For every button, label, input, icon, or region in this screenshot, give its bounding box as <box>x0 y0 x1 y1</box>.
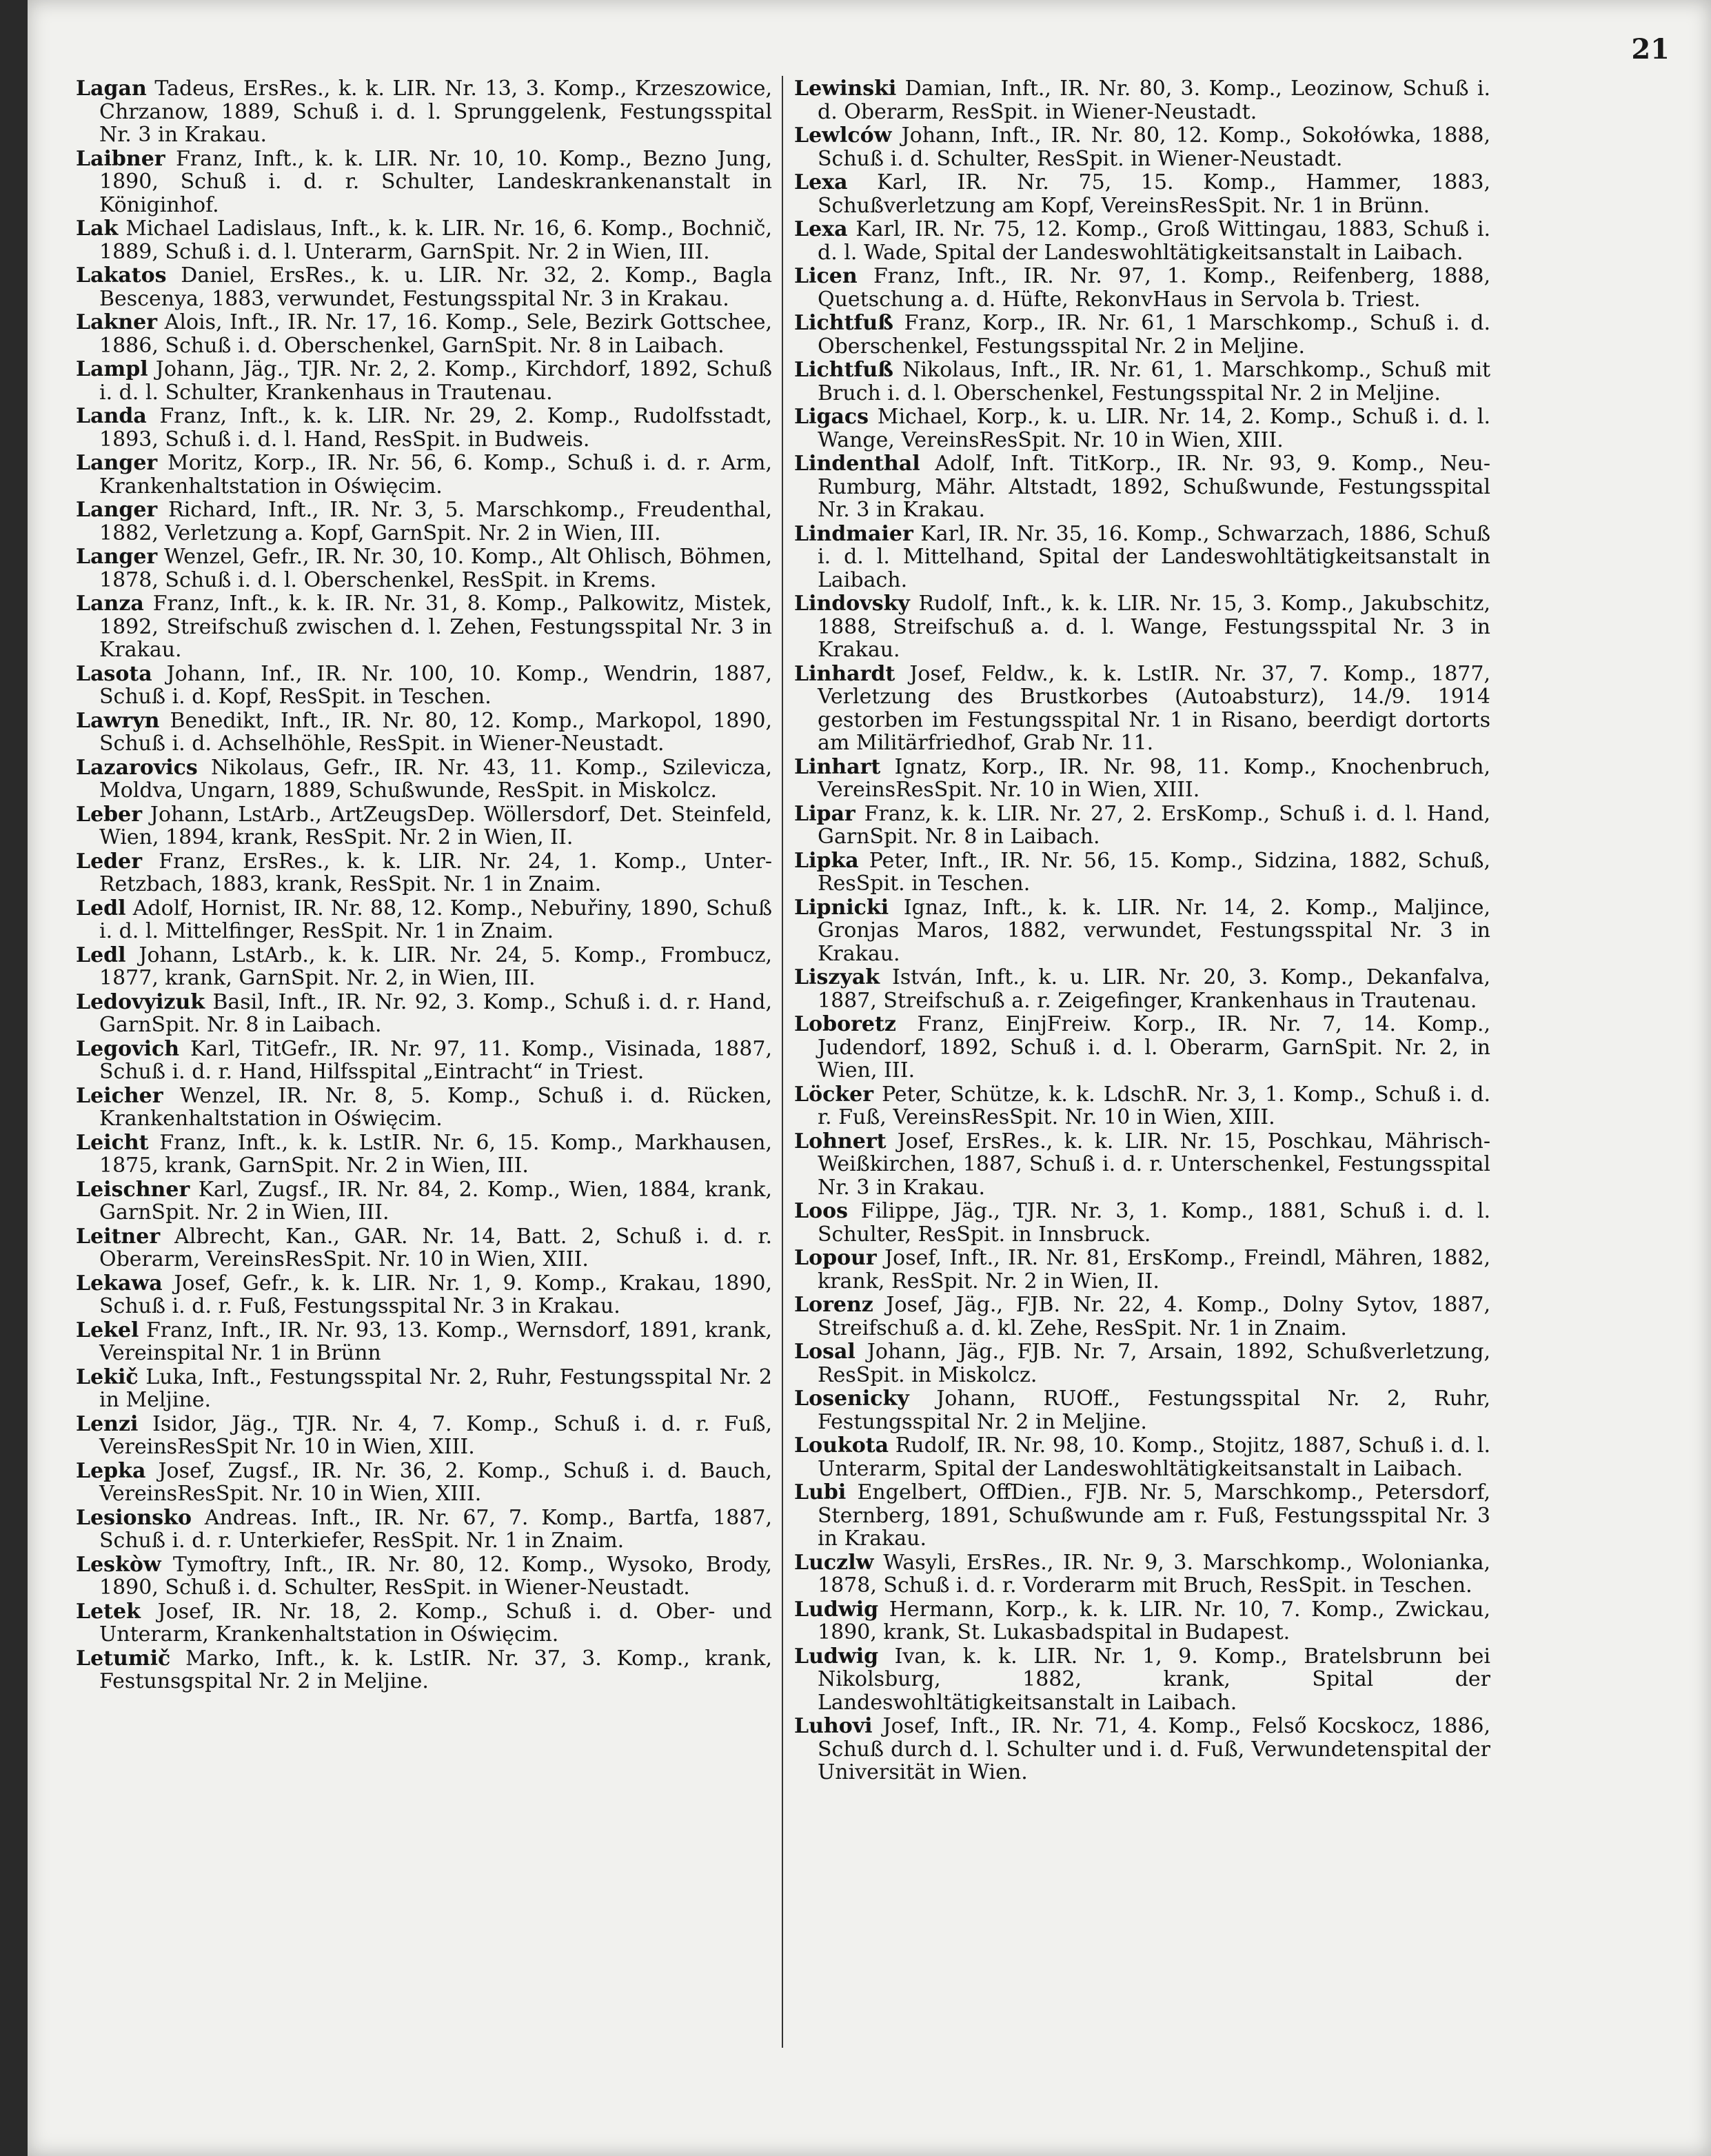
entry-details: Hermann, Korp., k. k. LIR. Nr. 10, 7. Komp., Zwickau, 1890, krank, St. Lukasbadspital in Budapest. <box>818 1597 1490 1644</box>
column-divider <box>782 76 783 2048</box>
register-entry <box>794 452 1490 522</box>
entry-surname: Landa <box>76 404 147 428</box>
register-entry <box>76 358 772 404</box>
register-entry <box>794 1200 1490 1246</box>
entry-details: Franz, EinjFreiw. Korp., IR. Nr. 7, 14. Komp., Judendorf, 1892, Schuß i. d. l. Oberarm, GarnSpit. Nr. 2, in Wien, III. <box>818 1012 1490 1082</box>
register-entry <box>76 77 772 147</box>
register-entry <box>794 966 1490 1012</box>
entry-details: Franz, Inft., k. k. IR. Nr. 31, 8. Komp., Palkowitz, Mistek, 1892, Streifschuß zwischen d. l. Zehen, Festungsspital Nr. 3 in Krakau. <box>99 592 772 662</box>
register-entry <box>794 1293 1490 1340</box>
register-entry <box>794 1645 1490 1715</box>
entry-details: Franz, ErsRes., k. k. LIR. Nr. 24, 1. Komp., Unter-Retzbach, 1883, krank, ResSpit. Nr. 1 in Znaim. <box>99 849 772 896</box>
entry-details: Josef, ErsRes., k. k. LIR. Nr. 15, Poschkau, Mährisch-Weißkirchen, 1887, Schuß i. d. r. Unterschenkel, Festungsspital Nr. 3 in Krakau. <box>818 1129 1490 1200</box>
register-entry <box>76 1225 772 1271</box>
entry-surname: Loos <box>794 1199 849 1223</box>
register-entry <box>76 709 772 756</box>
entry-surname: Linhart <box>794 754 881 779</box>
entry-surname: Liszyak <box>794 965 880 989</box>
entry-surname: Lasota <box>76 661 152 686</box>
entry-surname: Lipka <box>794 848 859 873</box>
entry-surname: Letumič <box>76 1646 171 1671</box>
entry-details: Karl, IR. Nr. 75, 15. Komp., Hammer, 1883, Schußverletzung am Kopf, VereinsResSpit. Nr. 1 in Brünn. <box>818 170 1490 218</box>
register-entry <box>794 359 1490 405</box>
register-entry <box>76 545 772 592</box>
entry-details: Franz, Korp., IR. Nr. 61, 1 Marschkomp., Schuß i. d. Oberschenkel, Festungsspital Nr. 2 in Meljine. <box>818 311 1490 359</box>
entry-details: Peter, Inft., IR. Nr. 56, 15. Komp., Sidzina, 1882, Schuß, ResSpit. in Teschen. <box>818 848 1490 896</box>
entry-surname: Laibner <box>76 146 165 171</box>
register-entry <box>794 523 1490 592</box>
entry-details: Franz, Inft., IR. Nr. 97, 1. Komp., Reifenberg, 1888, Quetschung a. d. Hüfte, RekonvHaus in Servola b. Triest. <box>818 264 1490 312</box>
entry-details: Johann, Jäg., TJR. Nr. 2, 2. Komp., Kirchdorf, 1892, Schuß i. d. l. Schulter, Krankenhaus in Trautenau. <box>99 357 772 405</box>
register-entry <box>76 1085 772 1131</box>
entry-details: Johann, Inf., IR. Nr. 100, 10. Komp., Wendrin, 1887, Schuß i. d. Kopf, ResSpit. in Teschen. <box>99 661 772 709</box>
left-column <box>76 77 772 1694</box>
entry-details: Wenzel, Gefr., IR. Nr. 30, 10. Komp., Alt Ohlisch, Böhmen, 1878, Schuß i. d. l. Oberschenkel, ResSpit. in Krems. <box>99 545 772 592</box>
entry-details: Ignatz, Korp., IR. Nr. 98, 11. Komp., Knochenbruch, VereinsResSpit. Nr. 10 in Wien, XIII. <box>818 754 1490 802</box>
entry-details: Josef, Gefr., k. k. LIR. Nr. 1, 9. Komp., Krakau, 1890, Schuß i. d. r. Fuß, Festungsspital Nr. 3 in Krakau. <box>99 1271 772 1318</box>
entry-details: Damian, Inft., IR. Nr. 80, 3. Komp., Leozinow, Schuß i. d. Oberarm, ResSpit. in Wiener-Neustadt. <box>818 77 1490 124</box>
register-entry <box>794 1130 1490 1200</box>
entry-details: Karl, IR. Nr. 75, 12. Komp., Groß Wittingau, 1883, Schuß i. d. l. Wade, Spital der Landeswohltätigkeitsanstalt in Laibach. <box>818 217 1490 265</box>
entry-details: Tadeus, ErsRes., k. k. LIR. Nr. 13, 3. Komp., Krzeszowice, Chrzanow, 1889, Schuß i. d. l. Sprunggelenk, Festungsspital Nr. 3 in Krakau. <box>99 77 772 147</box>
entry-surname: Lampl <box>76 357 148 381</box>
entry-details: Engelbert, OffDien., FJB. Nr. 5, Marschkomp., Petersdorf, Sternberg, 1891, Schußwunde am r. Fuß, Festungsspital Nr. 3 in Krakau. <box>818 1480 1490 1551</box>
entry-details: Rudolf, Inft., k. k. LIR. Nr. 15, 3. Komp., Jakubschitz, 1888, Streifschuß a. d. l. Wange, Festungsspital Nr. 3 in Krakau. <box>818 592 1490 662</box>
entry-details: Adolf, Hornist, IR. Nr. 88, 12. Komp., Nebuřiny, 1890, Schuß i. d. l. Mittelfinger, ResSpit. Nr. 1 in Znaim. <box>99 896 772 943</box>
register-entry <box>794 849 1490 896</box>
entry-details: Josef, Zugsf., IR. Nr. 36, 2. Komp., Schuß i. d. Bauch, VereinsResSpit. Nr. 10 in Wien, XIII. <box>99 1458 772 1506</box>
register-entry <box>76 1507 772 1553</box>
entry-surname: Luczlw <box>794 1550 874 1575</box>
entry-details: István, Inft., k. u. LIR. Nr. 20, 3. Komp., Dekanfalva, 1887, Streifschuß a. r. Zeigefinger, Krankenhaus in Trautenau. <box>818 965 1490 1013</box>
register-entry <box>794 1551 1490 1598</box>
entry-surname: Linhardt <box>794 661 895 686</box>
register-entry <box>76 1319 772 1365</box>
entry-surname: Ligacs <box>794 405 869 429</box>
entry-details: Richard, Inft., IR. Nr. 3, 5. Marschkomp., Freudenthal, 1882, Verletzung a. Kopf, GarnSpit. Nr. 2 in Wien, III. <box>99 498 772 545</box>
register-entry <box>76 148 772 217</box>
entry-details: Daniel, ErsRes., k. u. LIR. Nr. 32, 2. Komp., Bagla Bescenya, 1883, verwundet, Festungsspital Nr. 3 in Krakau. <box>99 263 772 311</box>
entry-surname: Lak <box>76 216 119 241</box>
entry-surname: Ludwig <box>794 1644 879 1669</box>
register-entry <box>794 405 1490 452</box>
register-entry <box>794 1434 1490 1480</box>
entry-surname: Lekič <box>76 1364 139 1389</box>
entry-surname: Löcker <box>794 1082 874 1107</box>
entry-details: Nikolaus, Gefr., IR. Nr. 43, 11. Komp., Szilevicza, Moldva, Ungarn, 1889, Schußwunde, ResSpit. in Miskolcz. <box>99 755 772 803</box>
register-entry <box>76 1413 772 1459</box>
entry-details: Marko, Inft., k. k. LstIR. Nr. 37, 3. Komp., krank, Festunsgspital Nr. 2 in Meljine. <box>99 1646 772 1693</box>
entry-surname: Leskòw <box>76 1552 161 1577</box>
entry-details: Johann, Inft., IR. Nr. 80, 12. Komp., Sokołówka, 1888, Schuß i. d. Schulter, ResSpit. in Wiener-Neustadt. <box>818 123 1490 171</box>
page <box>28 0 1711 2156</box>
entry-details: Moritz, Korp., IR. Nr. 56, 6. Komp., Schuß i. d. r. Arm, Krankenhaltstation in Oświęcim. <box>99 451 772 498</box>
entry-surname: Ledovyizuk <box>76 989 205 1014</box>
entry-details: Franz, k. k. LIR. Nr. 27, 2. ErsKomp., Schuß i. d. l. Hand, GarnSpit. Nr. 8 in Laibach. <box>818 801 1490 849</box>
right-column <box>794 77 1490 1785</box>
register-entry <box>794 1083 1490 1129</box>
entry-surname: Loukota <box>794 1433 889 1458</box>
entry-surname: Lekel <box>76 1318 139 1342</box>
register-entry <box>794 312 1490 358</box>
entry-details: Wenzel, IR. Nr. 8, 5. Komp., Schuß i. d. Rücken, Krankenhaltstation in Oświęcim. <box>99 1083 772 1131</box>
entry-details: Michael Ladislaus, Inft., k. k. LIR. Nr. 16, 6. Komp., Bochnič, 1889, Schuß i. d. l. Unterarm, GarnSpit. Nr. 2 in Wien, III. <box>99 216 772 264</box>
entry-surname: Lexa <box>794 170 848 194</box>
entry-surname: Lindenthal <box>794 452 920 476</box>
register-entry <box>76 592 772 662</box>
entry-details: Josef, Feldw., k. k. LstIR. Nr. 37, 7. Komp., 1877, Verletzung des Brustkorbes (Autoabsturz), 14./9. 1914 gestorben im Festungsspital Nr. 1 in Risano, beerdigt dortorts am Militärfriedhof, Grab Nr. 11. <box>818 661 1490 755</box>
entry-surname: Ledl <box>76 943 126 967</box>
register-entry <box>76 311 772 357</box>
entry-surname: Ludwig <box>794 1597 879 1622</box>
register-entry <box>76 850 772 896</box>
entry-details: Franz, Inft., k. k. LstIR. Nr. 6, 15. Komp., Markhausen, 1875, krank, GarnSpit. Nr. 2 in Wien, III. <box>99 1130 772 1178</box>
register-entry <box>794 1340 1490 1387</box>
register-entry <box>794 265 1490 311</box>
entry-details: Josef, Inft., IR. Nr. 81, ErsKomp., Freindl, Mähren, 1882, krank, ResSpit. Nr. 2 in Wien, II. <box>818 1246 1490 1293</box>
register-entry <box>76 803 772 849</box>
entry-details: Josef, IR. Nr. 18, 2. Komp., Schuß i. d. Ober- und Unterarm, Krankenhaltstation in Oświęcim. <box>99 1599 772 1646</box>
entry-details: Karl, Zugsf., IR. Nr. 84, 2. Komp., Wien, 1884, krank, GarnSpit. Nr. 2 in Wien, III. <box>99 1177 772 1225</box>
register-entry <box>76 217 772 263</box>
register-entry <box>76 264 772 310</box>
register-entry <box>794 1247 1490 1293</box>
register-entry <box>76 1272 772 1318</box>
register-entry <box>76 498 772 545</box>
entry-details: Franz, Inft., k. k. LIR. Nr. 29, 2. Komp., Rudolfsstadt, 1893, Schuß i. d. l. Hand, ResSpit. in Budweis. <box>99 404 772 452</box>
entry-surname: Legovich <box>76 1036 180 1061</box>
register-entry <box>794 896 1490 966</box>
entry-surname: Lopour <box>794 1246 877 1270</box>
register-entry <box>76 663 772 709</box>
entry-details: Tymoftry, Inft., IR. Nr. 80, 12. Komp., Wysoko, Brody, 1890, Schuß i. d. Schulter, ResSpit. in Wiener-Neustadt. <box>99 1552 772 1600</box>
entry-surname: Lindovsky <box>794 592 910 616</box>
entry-details: Karl, IR. Nr. 35, 16. Komp., Schwarzach, 1886, Schuß i. d. l. Mittelhand, Spital der Landeswohltätigkeitsanstalt in Laibach. <box>818 521 1490 592</box>
register-entry <box>794 218 1490 264</box>
entry-details: Johann, RUOff., Festungsspital Nr. 2, Ruhr, Festungsspital Nr. 2 in Meljine. <box>818 1387 1490 1434</box>
entry-details: Franz, Inft., k. k. LIR. Nr. 10, 10. Komp., Bezno Jung, 1890, Schuß i. d. r. Schulter, Landeskrankenanstalt in Königinhof. <box>99 146 772 217</box>
register-entry <box>76 1366 772 1412</box>
register-entry <box>794 1598 1490 1644</box>
entry-details: Adolf, Inft. TitKorp., IR. Nr. 93, 9. Komp., Neu-Rumburg, Mähr. Altstadt, 1892, Schußwunde, Festungsspital Nr. 3 in Krakau. <box>818 452 1490 522</box>
entry-surname: Lazarovics <box>76 755 198 780</box>
entry-details: Josef, Inft., IR. Nr. 71, 4. Komp., Felső Kocskocz, 1886, Schuß durch d. l. Schulter und i. d. Fuß, Verwundetenspital der Universität in Wien. <box>818 1714 1490 1784</box>
entry-details: Franz, Inft., IR. Nr. 93, 13. Komp., Wernsdorf, 1891, krank, Vereinspital Nr. 1 in Brünn <box>99 1318 772 1365</box>
entry-surname: Lawryn <box>76 708 160 733</box>
register-entry <box>794 1013 1490 1082</box>
entry-surname: Leicht <box>76 1130 149 1155</box>
register-entry <box>794 124 1490 170</box>
entry-surname: Lenzi <box>76 1411 139 1436</box>
register-entry <box>76 405 772 451</box>
entry-surname: Loboretz <box>794 1012 896 1036</box>
entry-details: Filippe, Jäg., TJR. Nr. 3, 1. Komp., 1881, Schuß i. d. l. Schulter, ResSpit. in Innsbruck. <box>818 1199 1490 1247</box>
entry-surname: Leder <box>76 849 143 874</box>
entry-details: Nikolaus, Inft., IR. Nr. 61, 1. Marschkomp., Schuß mit Bruch i. d. l. Oberschenkel, Festungsspital Nr. 2 in Meljine. <box>818 358 1490 405</box>
entry-details: Rudolf, IR. Nr. 98, 10. Komp., Stojitz, 1887, Schuß i. d. l. Unterarm, Spital der Landeswohltätigkeitsanstalt in Laibach. <box>818 1433 1490 1481</box>
entry-surname: Lekawa <box>76 1271 163 1296</box>
page-number: 21 <box>1631 33 1670 66</box>
entry-details: Andreas. Inft., IR. Nr. 67, 7. Komp., Bartfa, 1887, Schuß i. d. r. Unterkiefer, ResSpit. Nr. 1 in Znaim. <box>99 1505 772 1553</box>
entry-surname: Lohnert <box>794 1129 887 1153</box>
register-entry <box>794 756 1490 802</box>
entry-surname: Lindmaier <box>794 521 913 546</box>
entry-surname: Langer <box>76 498 158 522</box>
entry-surname: Lanza <box>76 592 144 616</box>
register-entry <box>794 171 1490 217</box>
entry-details: Wasyli, ErsRes., IR. Nr. 9, 3. Marschkomp., Wolonianka, 1878, Schuß i. d. r. Vorderarm mit Bruch, ResSpit. in Teschen. <box>818 1550 1490 1598</box>
entry-surname: Lichtfuß <box>794 358 893 382</box>
entry-surname: Leber <box>76 802 143 827</box>
register-entry <box>76 1460 772 1506</box>
entry-surname: Lipar <box>794 801 856 826</box>
register-entry <box>76 1600 772 1646</box>
entry-surname: Ledl <box>76 896 126 920</box>
register-entry <box>794 1387 1490 1433</box>
register-entry <box>794 1715 1490 1784</box>
register-entry <box>76 991 772 1037</box>
register-entry <box>794 1481 1490 1551</box>
entry-surname: Lepka <box>76 1458 146 1483</box>
entry-details: Johann, LstArb., k. k. LIR. Nr. 24, 5. Komp., Frombucz, 1877, krank, GarnSpit. Nr. 2, in Wien, III. <box>99 943 772 990</box>
register-entry <box>76 944 772 990</box>
entry-details: Peter, Schütze, k. k. LdschR. Nr. 3, 1. Komp., Schuß i. d. r. Fuß, VereinsResSpit. Nr. 10 in Wien, XIII. <box>818 1082 1490 1129</box>
entry-details: Karl, TitGefr., IR. Nr. 97, 11. Komp., Visinada, 1887, Schuß i. d. r. Hand, Hilfsspital „Eintracht“ in Triest. <box>99 1036 772 1084</box>
register-entry <box>76 897 772 943</box>
entry-surname: Lipnicki <box>794 895 889 920</box>
register-entry <box>76 1038 772 1084</box>
entry-details: Alois, Inft., IR. Nr. 17, 16. Komp., Sele, Bezirk Gottschee, 1886, Schuß i. d. Oberschenkel, GarnSpit. Nr. 8 in Laibach. <box>99 310 772 358</box>
entry-details: Luka, Inft., Festungsspital Nr. 2, Ruhr, Festungsspital Nr. 2 in Meljine. <box>99 1364 772 1412</box>
entry-details: Albrecht, Kan., GAR. Nr. 14, Batt. 2, Schuß i. d. r. Oberarm, VereinsResSpit. Nr. 10 in Wien, XIII. <box>99 1224 772 1271</box>
entry-surname: Leitner <box>76 1224 161 1249</box>
entry-surname: Luhovi <box>794 1714 873 1738</box>
register-entry <box>76 452 772 498</box>
register-entry <box>794 803 1490 849</box>
entry-details: Michael, Korp., k. u. LIR. Nr. 14, 2. Komp., Schuß i. d. l. Wange, VereinsResSpit. Nr. 10 in Wien, XIII. <box>818 405 1490 452</box>
entry-surname: Lakner <box>76 310 158 334</box>
register-entry <box>794 663 1490 755</box>
entry-surname: Leicher <box>76 1083 163 1108</box>
entry-surname: Losal <box>794 1340 856 1364</box>
entry-surname: Lubi <box>794 1480 847 1504</box>
entry-surname: Letek <box>76 1599 141 1624</box>
entry-surname: Losenicky <box>794 1387 909 1411</box>
register-entry <box>794 77 1490 123</box>
entry-details: Johann, Jäg., FJB. Nr. 7, Arsain, 1892, Schußverletzung, ResSpit. in Miskolcz. <box>818 1340 1490 1387</box>
entry-surname: Lakatos <box>76 263 167 288</box>
register-entry <box>76 1647 772 1693</box>
entry-surname: Licen <box>794 264 858 288</box>
register-entry <box>76 1131 772 1178</box>
entry-surname: Lichtfuß <box>794 311 893 335</box>
entry-details: Isidor, Jäg., TJR. Nr. 4, 7. Komp., Schuß i. d. r. Fuß, VereinsResSpit Nr. 10 in Wien, XIII. <box>99 1411 772 1459</box>
register-entry <box>794 592 1490 662</box>
entry-details: Basil, Inft., IR. Nr. 92, 3. Komp., Schuß i. d. r. Hand, GarnSpit. Nr. 8 in Laibach. <box>99 989 772 1037</box>
entry-surname: Lexa <box>794 217 848 241</box>
register-entry <box>76 756 772 803</box>
entry-details: Benedikt, Inft., IR. Nr. 80, 12. Komp., Markopol, 1890, Schuß i. d. Achselhöhle, ResSpit. in Wiener-Neustadt. <box>99 708 772 756</box>
entry-details: Josef, Jäg., FJB. Nr. 22, 4. Komp., Dolny Sytov, 1887, Streifschuß a. d. kl. Zehe, ResSpit. Nr. 1 in Znaim. <box>818 1293 1490 1340</box>
entry-surname: Leischner <box>76 1177 190 1202</box>
entry-surname: Lewinski <box>794 77 897 101</box>
entry-surname: Lagan <box>76 77 147 101</box>
entry-surname: Lewlców <box>794 123 892 148</box>
entry-details: Johann, LstArb., ArtZeugsDep. Wöllersdorf, Det. Steinfeld, Wien, 1894, krank, ResSpit. Nr. 2 in Wien, II. <box>99 802 772 849</box>
entry-surname: Lesionsko <box>76 1505 192 1530</box>
entry-surname: Lorenz <box>794 1293 873 1317</box>
entry-details: Ivan, k. k. LIR. Nr. 1, 9. Komp., Bratelsbrunn bei Nikolsburg, 1882, krank, Spital der Landeswohltätigkeitsanstalt in Laibach. <box>818 1644 1490 1715</box>
entry-surname: Langer <box>76 545 158 569</box>
register-entry <box>76 1178 772 1225</box>
entry-details: Ignaz, Inft., k. k. LIR. Nr. 14, 2. Komp., Maljince, Gronjas Maros, 1882, verwundet, Festungsspital Nr. 3 in Krakau. <box>818 895 1490 966</box>
entry-surname: Langer <box>76 451 158 475</box>
register-entry <box>76 1553 772 1600</box>
